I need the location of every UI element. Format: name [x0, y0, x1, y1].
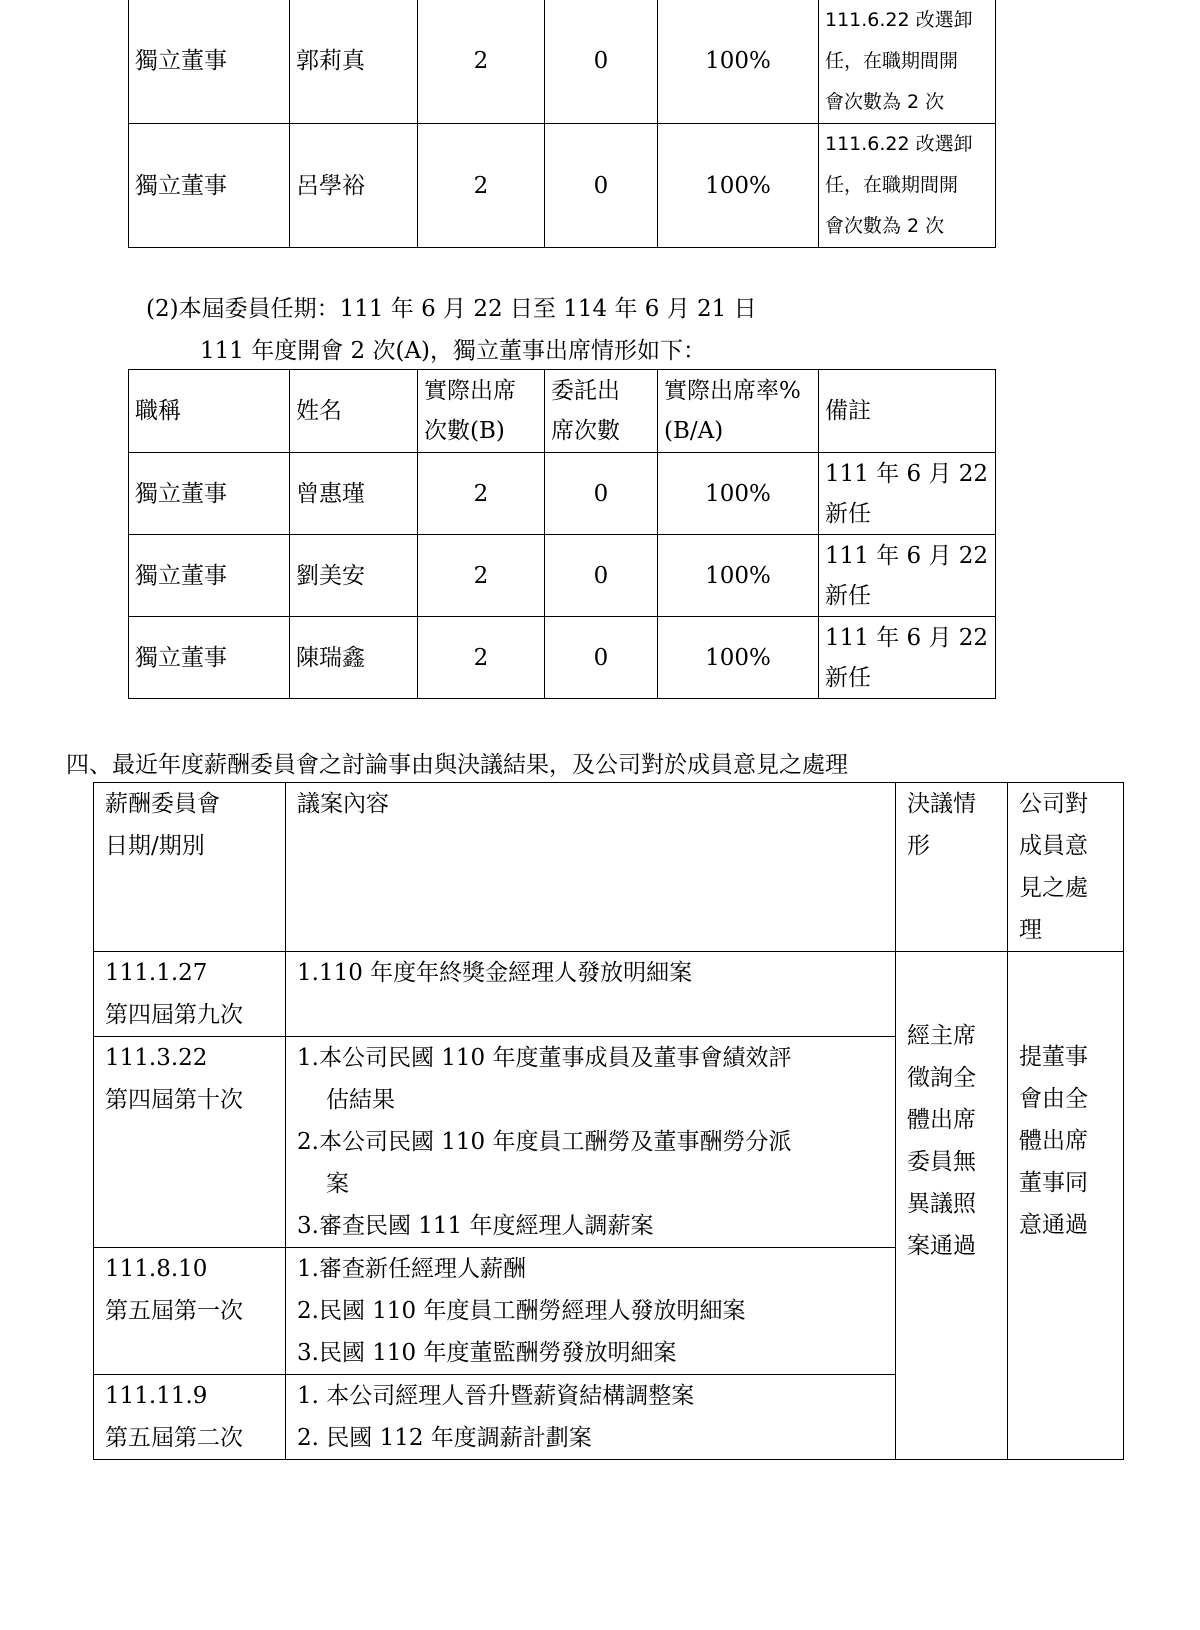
header-content: 議案內容	[286, 783, 896, 952]
proxy-attendance-cell: 0	[545, 535, 658, 617]
header-resolution	[896, 783, 1008, 952]
agenda-item: 1.110 年度年終獎金經理人發放明細案	[297, 960, 693, 986]
header-actual-attendance	[418, 370, 545, 453]
note-cell	[819, 535, 996, 617]
note-line: 新任	[825, 664, 871, 691]
attendance-rate-cell: 100%	[658, 0, 819, 124]
actual-attendance-cell: 2	[418, 124, 545, 248]
proxy-attendance-cell: 0	[545, 0, 658, 124]
name-cell: 曾惠瑾	[290, 453, 418, 535]
actual-attendance-cell: 2	[418, 0, 545, 124]
agenda-item-continuation: 估結果	[326, 1087, 395, 1113]
resolution-line: 經主席	[907, 1022, 976, 1049]
handling-line: 體出席	[1019, 1127, 1088, 1154]
agenda-item: 1. 本公司經理人晉升暨薪資結構調整案	[297, 1383, 695, 1409]
note-line: 111 年 6 月 22	[825, 624, 989, 651]
meeting-date: 111.3.22	[105, 1045, 208, 1071]
header-date-session	[94, 783, 286, 952]
header-attendance-rate	[658, 370, 819, 453]
header-title: 職稱	[129, 370, 290, 453]
note-line: 會次數為 2 次	[825, 215, 945, 237]
header-line: 決議情	[907, 791, 976, 817]
actual-attendance-cell: 2	[418, 617, 545, 699]
header-proxy-attendance	[545, 370, 658, 453]
header-line: (B/A)	[664, 418, 724, 444]
content-cell	[286, 1248, 896, 1375]
header-line: 公司對	[1019, 791, 1088, 817]
handling-line: 提董事	[1019, 1043, 1088, 1070]
note-cell	[819, 0, 996, 124]
note-line: 會次數為 2 次	[825, 90, 945, 113]
header-line: 見之處	[1019, 875, 1088, 901]
title-cell: 獨立董事	[129, 0, 290, 124]
date-session-cell	[94, 952, 286, 1037]
date-session-cell	[94, 1248, 286, 1375]
name-cell: 陳瑞鑫	[290, 617, 418, 699]
note-line: 111.6.22 改選卸	[825, 133, 973, 155]
date-session-cell	[94, 1037, 286, 1248]
attendance-rate-cell: 100%	[658, 124, 819, 248]
resolution-cell	[896, 952, 1008, 1460]
note-line: 111.6.22 改選卸	[825, 8, 973, 31]
header-note: 備註	[819, 370, 996, 453]
note-line: 任，在職期間開	[825, 49, 959, 72]
note-line: 任，在職期間開	[825, 174, 959, 196]
attendance-rate-cell: 100%	[658, 617, 819, 699]
actual-attendance-cell: 2	[418, 453, 545, 535]
date-session-cell	[94, 1375, 286, 1460]
note-line: 新任	[825, 500, 871, 527]
header-line: 形	[907, 833, 930, 859]
handling-line: 意通過	[1019, 1211, 1088, 1238]
table-row	[129, 0, 996, 124]
table-row	[129, 453, 996, 535]
resolution-line: 委員無	[907, 1148, 976, 1175]
meeting-date: 111.1.27	[105, 960, 208, 986]
resolution-line: 體出席	[907, 1106, 976, 1133]
table-row	[94, 952, 1124, 1037]
meeting-date: 111.8.10	[105, 1256, 208, 1282]
meeting-date: 111.11.9	[105, 1383, 208, 1409]
proxy-attendance-cell: 0	[545, 124, 658, 248]
section-heading: 四、最近年度薪酬委員會之討論事由與決議結果，及公司對於成員意見之處理	[66, 752, 848, 778]
header-line: 理	[1019, 917, 1042, 943]
agenda-item: 1.本公司民國 110 年度董事成員及董事會績效評	[297, 1045, 792, 1071]
table-row	[129, 124, 996, 248]
meeting-count-description: 111 年度開會 2 次(A)，獨立董事出席情形如下：	[200, 338, 707, 364]
header-line: 次數(B)	[424, 418, 505, 444]
term-description: (2)本屆委員任期：111 年 6 月 22 日至 114 年 6 月 21 日	[146, 296, 757, 322]
attendance-table-previous-term	[128, 0, 996, 248]
meeting-session: 第四屆第九次	[105, 1002, 243, 1028]
table-header-row	[129, 370, 996, 453]
proxy-attendance-cell: 0	[545, 617, 658, 699]
name-cell: 劉美安	[290, 535, 418, 617]
header-line: 實際出席	[424, 378, 516, 404]
agenda-item: 2.民國 110 年度員工酬勞經理人發放明細案	[297, 1298, 746, 1324]
title-cell: 獨立董事	[129, 453, 290, 535]
note-cell	[819, 453, 996, 535]
header-line: 日期/期別	[105, 833, 205, 859]
note-line: 111 年 6 月 22	[825, 542, 989, 569]
header-name: 姓名	[290, 370, 418, 453]
name-cell: 郭莉真	[290, 0, 418, 124]
agenda-item-continuation: 案	[326, 1171, 349, 1197]
title-cell: 獨立董事	[129, 535, 290, 617]
meeting-session: 第四屆第十次	[105, 1087, 243, 1113]
header-line: 薪酬委員會	[105, 791, 220, 817]
handling-cell	[1008, 952, 1124, 1460]
agenda-item: 1.審查新任經理人薪酬	[297, 1256, 526, 1282]
table-row	[129, 535, 996, 617]
title-cell: 獨立董事	[129, 124, 290, 248]
attendance-rate-cell: 100%	[658, 535, 819, 617]
header-line: 成員意	[1019, 833, 1088, 859]
header-handling	[1008, 783, 1124, 952]
handling-line: 會由全	[1019, 1085, 1088, 1112]
agenda-item: 2.本公司民國 110 年度員工酬勞及董事酬勞分派	[297, 1129, 792, 1155]
note-cell	[819, 617, 996, 699]
resolution-line: 徵詢全	[907, 1064, 976, 1091]
resolution-line: 案通過	[907, 1232, 976, 1259]
header-line: 委託出	[551, 378, 620, 404]
agenda-item: 3.民國 110 年度董監酬勞發放明細案	[297, 1340, 677, 1366]
note-line: 111 年 6 月 22	[825, 460, 989, 487]
header-line: 實際出席率%	[664, 378, 801, 404]
attendance-rate-cell: 100%	[658, 453, 819, 535]
content-cell	[286, 1037, 896, 1248]
remuneration-committee-table	[93, 782, 1124, 1460]
proxy-attendance-cell: 0	[545, 453, 658, 535]
agenda-item: 3.審查民國 111 年度經理人調薪案	[297, 1213, 654, 1239]
meeting-session: 第五屆第一次	[105, 1298, 243, 1324]
content-cell	[286, 952, 896, 1037]
note-line: 新任	[825, 582, 871, 609]
meeting-session: 第五屆第二次	[105, 1425, 243, 1451]
note-cell	[819, 124, 996, 248]
handling-line: 董事同	[1019, 1169, 1088, 1196]
agenda-item: 2. 民國 112 年度調薪計劃案	[297, 1425, 592, 1451]
table-row	[129, 617, 996, 699]
resolution-line: 異議照	[907, 1190, 976, 1217]
name-cell: 呂學裕	[290, 124, 418, 248]
attendance-table-current-term	[128, 369, 996, 699]
content-cell	[286, 1375, 896, 1460]
table-header-row	[94, 783, 1124, 952]
actual-attendance-cell: 2	[418, 535, 545, 617]
title-cell: 獨立董事	[129, 617, 290, 699]
header-line: 席次數	[551, 418, 620, 444]
